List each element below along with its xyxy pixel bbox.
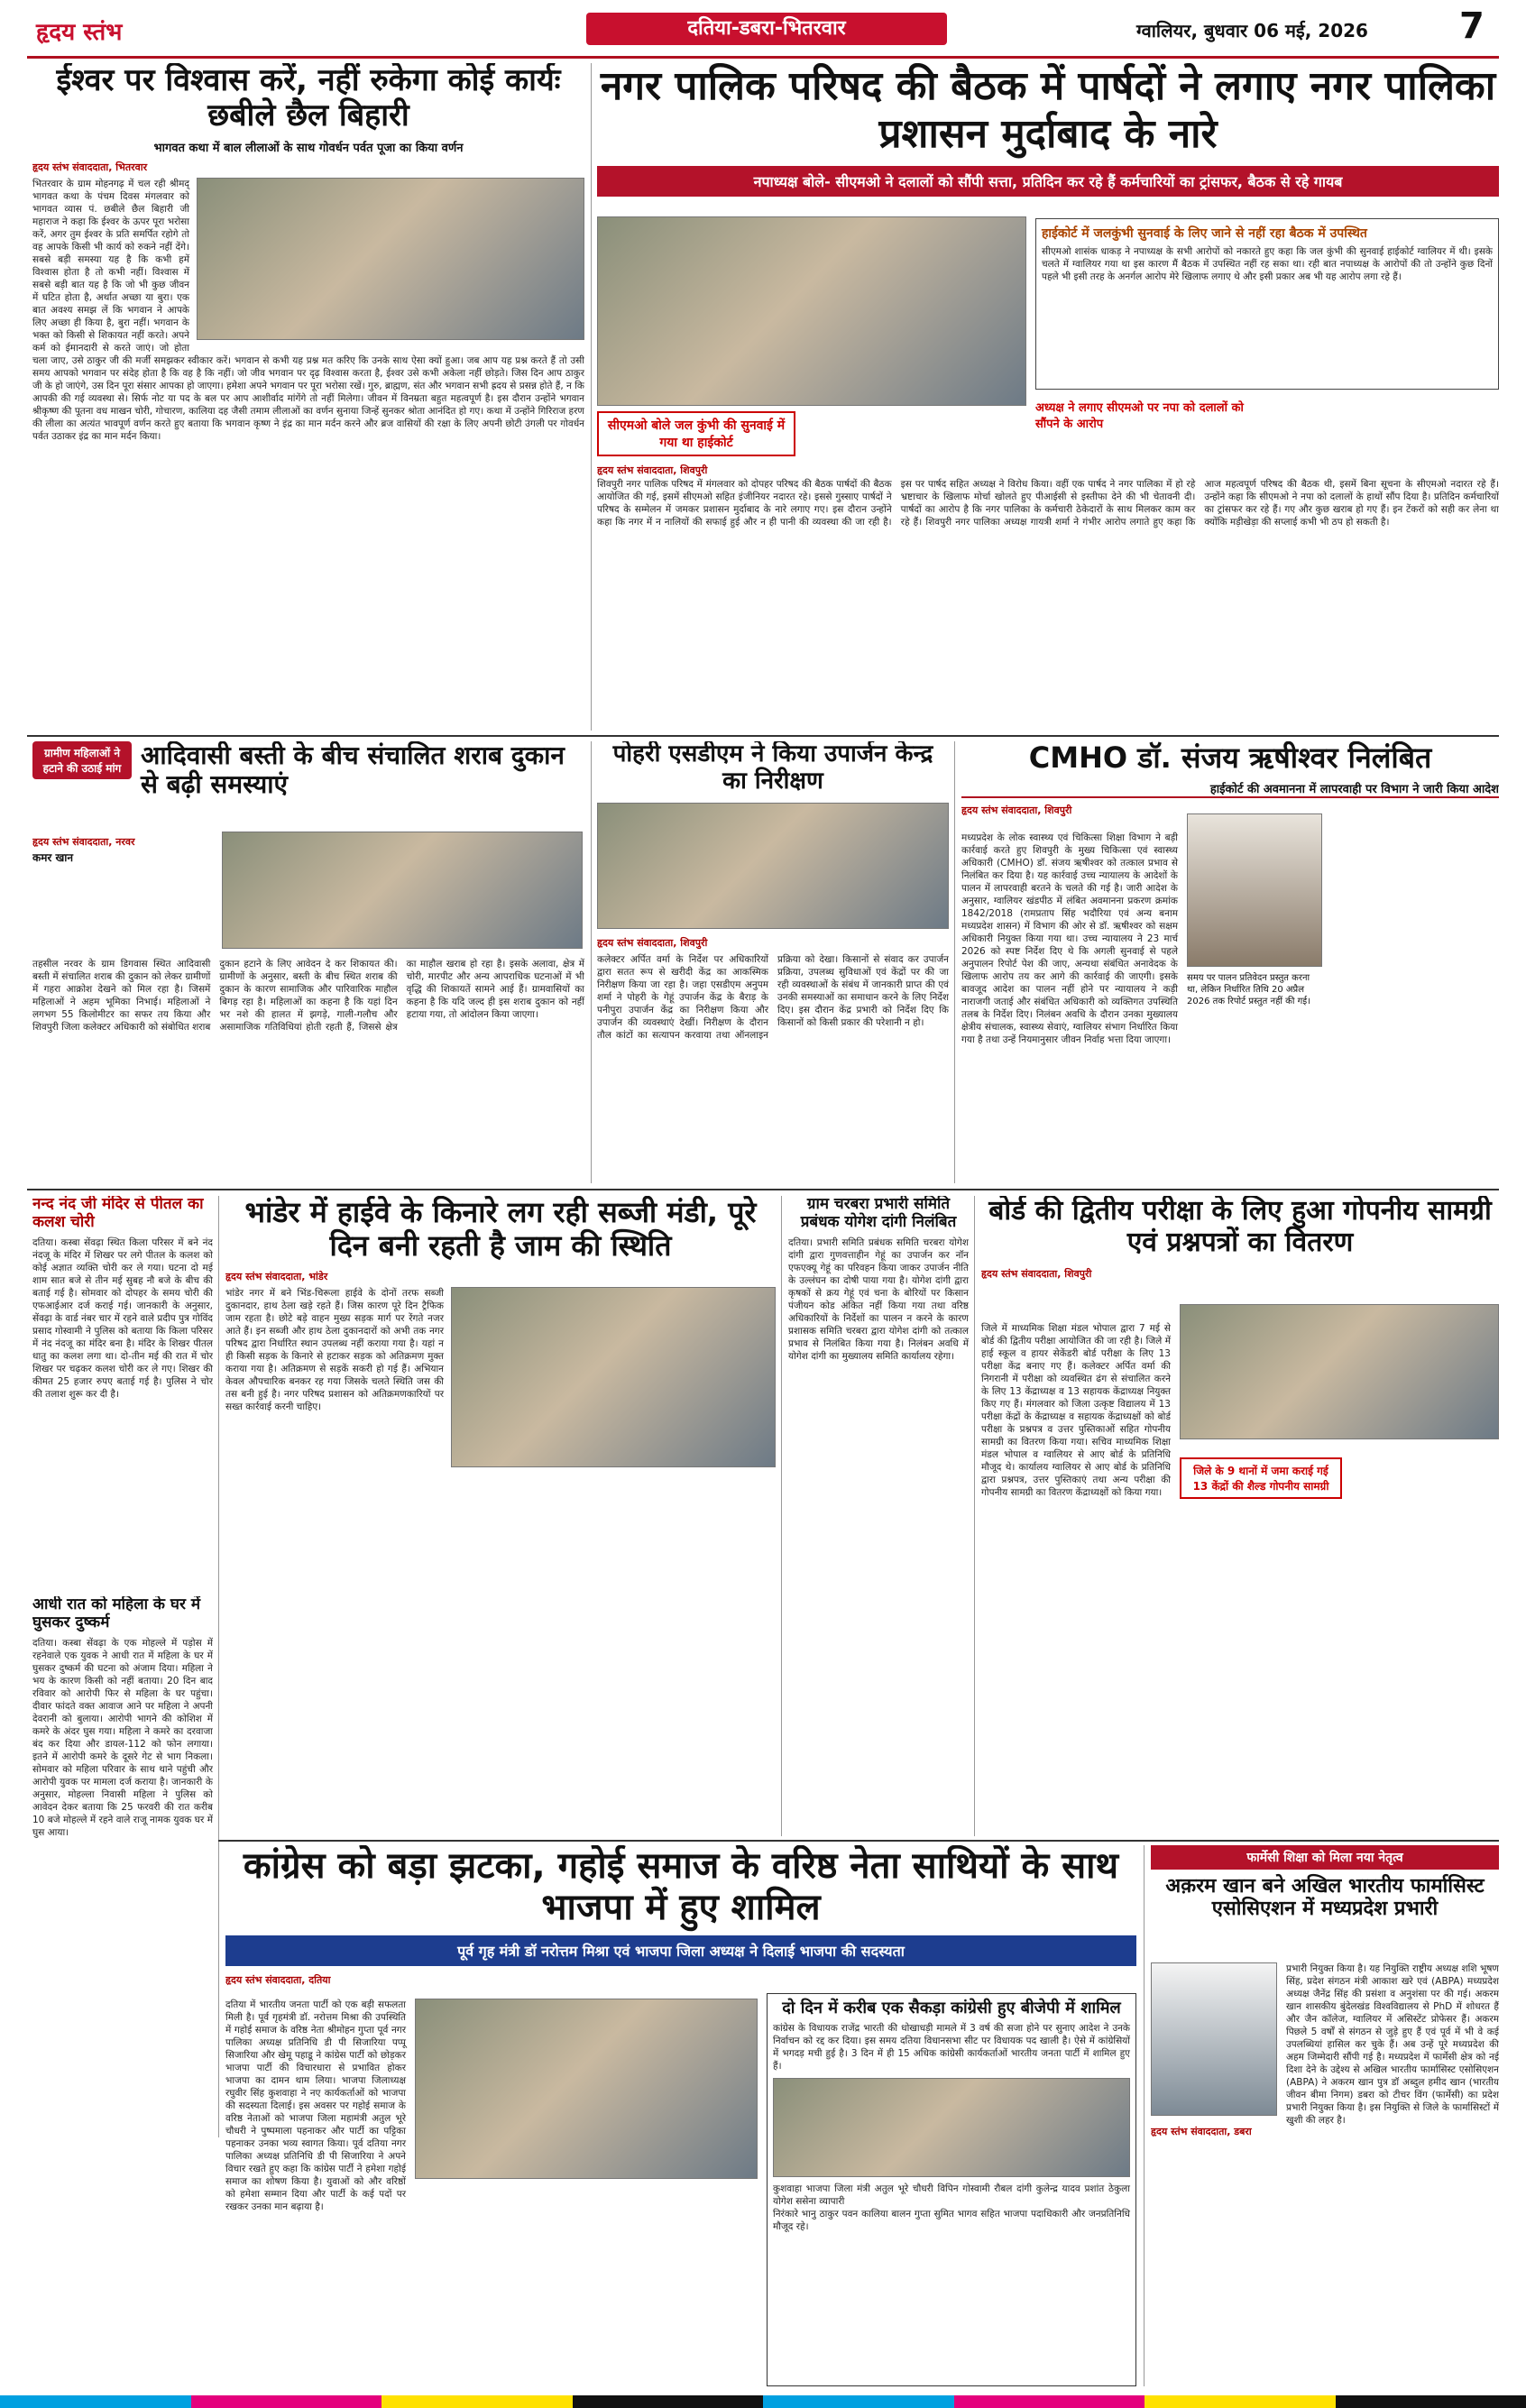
article-cmho xyxy=(961,741,1499,1183)
headline: नगर पालिक परिषद की बैठक में पार्षदों ने लगाए नगर पालिका प्रशासन मुर्दाबाद के नारे xyxy=(600,63,1496,157)
article-kalash-chori xyxy=(32,1196,213,1593)
brand-logo: हृदय स्तंभ xyxy=(36,19,123,46)
headline: भांडेर में हाईवे के किनारे लग रही सब्जी मंडी, पूरे दिन बनी रहती है जाम की स्थिति xyxy=(244,1196,757,1263)
headline: आधी रात को महिला के घर में घुसकर दुष्कर्म xyxy=(32,1596,200,1631)
divider xyxy=(954,741,955,1183)
headline: ग्राम चरबरा प्रभारी समिति प्रबंधक योगेश दांगी निलंबित xyxy=(800,1196,957,1231)
subhead: अध्यक्ष ने लगाए सीएमओ पर नपा को दलालों को सौंपने के आरोप xyxy=(1035,401,1244,431)
section-rule xyxy=(27,1189,1499,1190)
body-text: मध्यप्रदेश के लोक स्वास्थ्य एवं चिकित्सा शिक्षा विभाग ने बड़ी कार्रवाई करते हुए शिवपुरी के मुख्य चिकित्सा एवं स्वास्थ्य अधिकारी (CMHO) डॉ. संजय ऋषीश्वर को तत्काल प्रभाव से निलंबित कर दिया है। यह कार्रवाई उच्च न्यायालय के आदेशों के पालन में लापरवाही बरतने के चलते की गई है। जारी आदेश के अनुसार, ग्वालियर खंडपीठ में लंबित अवमानना प्रकरण क्रमांक 1842/2018 (रामप्रताप सिंह भदौरिया एवं अन्य बनाम मध्यप्रदेश शासन) में विभाग की ओर से डॉ. ऋषीश्वर को सक्षम अधिकारी नियुक्त किया गया था। उच्च न्यायालय ने 23 मार्च 2026 को स्पष्ट निर्देश दिए थे कि अगली सुनवाई से पहले अनुपालन रिपोर्ट पेश की जाए, अन्यथा संबंधित अनावेदक के खिलाफ आरोप तय कर आगे की कार्रवाई की जाएगी। इसके बावजूद आदेश का पालन नहीं होने पर न्यायालय ने कड़ी नाराजगी जताई और संबंधित अधिकारी को व्यक्तिगत उपस्थिति तलब के निर्देश दिए। निलंबन अवधि के दौरान उनका मुख्यालय क्षेत्रीय संचालक, स्वास्थ्य सेवाएं, ग्वालियर संभाग निर्धारित किया गया है तथा उन्हें नियमानुसार जीवन निर्वाह भत्ता दिया जाएगा। xyxy=(961,832,1178,1045)
byline: हृदय स्तंभ संवाददाता, भितरवार xyxy=(32,161,148,174)
byline: हृदय स्तंभ संवाददाता, शिवपुरी xyxy=(981,1268,1092,1280)
deck: हाईकोर्ट की अवमानना में लापरवाही पर विभाग ने जारी किया आदेश xyxy=(961,780,1499,798)
body-text: तहसील नरवर के ग्राम डिगवास स्थित आदिवासी बस्ती में संचालित शराब की दुकान को लेकर ग्रामीणों में गहरा आक्रोश देखने को मिल रहा है। जिसमें महिलाओं ने अहम भूमिका निभाई। महिलाओं ने लगभग 55 किलोमीटर का सफर तय किया और शिवपुरी जिला कलेक्टर अधिकारी को संबोधित शराब दुकान हटाने के लिए आवेदन दे कर शिकायत की। ग्रामीणों के अनुसार, बस्ती के बीच स्थित शराब की दुकान के कारण सामाजिक और पारिवारिक माहौल बिगड़ रहा है। महिलाओं का कहना है कि यहां दिन भर नशे की हालत में झगड़े, गाली-गलौच और असामाजिक गतिविधियां होती रहती हैं, जिससे क्षेत्र का माहौल खराब हो रहा है। इसके अलावा, क्षेत्र में चोरी, मारपीट और अन्य आपराधिक घटनाओं में भी वृद्धि की शिकायतें सामने आई हैं। ग्रामवासियों का कहना है कि यदि जल्द ही इस शराब दुकान को नहीं हटाया गया, तो आंदोलन किया जाएगा। xyxy=(32,959,584,1033)
header-rule xyxy=(27,56,1499,59)
photo-caption: सीएमओ बोले जल कुंभी की सुनवाई में गया था हाईकोर्ट xyxy=(597,411,795,456)
inset-body: कांग्रेस के विधायक राजेंद्र भारती की धोखाधड़ी मामले में 3 वर्ष की सजा होने पर सुनाए आदेश ने उनके निर्वाचन को रद्द कर दिया। इस समय दतिया विधानसभा सीट पर विधायक पद खाली है। ऐसे में कांग्रेसियों में भगदड़ मची हुई है। 3 दिन में ही 15 अधिक कांग्रेसी कार्यकर्ताओं भारतीय जनता पार्टी में शामिल हुए हैं। xyxy=(773,2022,1130,2072)
deck-banner: नपाध्यक्ष बोले- सीएमओ ने दलालों को सौंपी सत्ता, प्रतिदिन कर रहे हैं कर्मचारियों का ट्रांसफर, बैठक से रहे गायब xyxy=(597,166,1499,197)
body-text: भितरवार के ग्राम मोहनगढ़ में चल रही श्रीमद् भागवत कथा के पंचम दिवस मंगलवार को भागवत व्यास पं. छबीले छैल बिहारी जी महाराज ने कहा कि ईश्वर के ऊपर पूरा भरोसा करें, अगर तुम ईश्वर के प्रति समर्पित रहोगे तो वह आपके किसी भी कार्य को रुकने नहीं देंगे। सबसे बड़ी समस्या यह है कि कभी हमें विश्वास होता है तो कभी नहीं। विश्वास में सबसे बड़ी बात यह है कि जो भी कुछ जीवन में घटित होता है, अर्थात अच्छा या बुरा। एक बात अवश्य समझ लें कि भगवान ने आपके लिए अच्छा ही किया है, बुरा नहीं। भगवान के भक्त को किसी से शिकायत नहीं करते। अपने कर्म को ईमानदारी से करते जाएं। जो होता चला जाए, उसे ठाकुर जी की मर्जी समझकर स्वीकार करें। भगवान से कभी यह प्रश्न मत करिए कि उनके साथ ऐसा क्यों हुआ। जब आप यह प्रश्न करते हैं तो उसी समय आपको भगवान पर संदेह होता है कि वह है कि नहीं। जो जीव भगवान पर दृढ़ विश्वास करता है, ईश्वर उसे कभी अकेला नहीं छोड़ते। जिस दिन आप ठाकुर जी के हो जाएंगे, उस दिन पूरा संसार आपका हो जाएगा। हमेशा अपने भगवान पर पूरा भरोसा रखें। गुरु, ब्राह्मण, संत और भगवान सभी ह्रदय से प्रसन्न होते हैं, न कि आपकी की गई व्यवस्था से। सिर्फ नोट या पद के बल पर आप आशीर्वाद मांगेंगे तो नहीं मिलेगा। जीवन में विनम्रता बहुत महत्वपूर्ण है। इस दौरान उन्होंने भगवान श्रीकृष्ण की पूतना वध माखन चोरी, गोचारण, कालिया दह जैसी तमाम लीलाओं का वर्णन सुनाया जिन्हें सुनकर श्रोता आनंदित हो गए। कथा में उन्होंने गिरिराज हरण की लीला का अत्यंत भावपूर्ण वर्णन करते हुए बताया कि भगवान कृष्ण ने इंद्र का मान मर्दन करने और ब्रज वासियों की रक्षा के लिए अपनी छोटी उंगली पर गोवर्धन पर्वत उठाकर इंद्र का मान मर्दन किया। xyxy=(32,179,584,443)
body-text: दतिया में भारतीय जनता पार्टी को एक बड़ी सफलता मिली है। पूर्व गृहमंत्री डॉ. नरोत्तम मिश्रा की उपस्थिति में गहोई समाज के वरिष्ठ नेता श्रीमोहन गुप्ता पूर्व नगर पालिका अध्यक्ष प्रतिनिधि डी पी सिजारिया पप्पू सिजारिया और खेमू पहाडू ने कांग्रेस पार्टी को छोड़कर भाजपा पार्टी की विचारधारा से प्रभावित होकर भाजपा का दामन थाम लिया। भाजपा जिलाध्यक्ष रघुवीर सिंह कुशवाहा ने नए कार्यकर्ताओं को भाजपा की सदस्यता दिलाई। इस अवसर पर गहोई समाज के वरिष्ठ नेताओं को भाजपा जिला महामंत्री अतुल भूरे चौधरी ने पुष्पमाला पहनाकर और पार्टी का पट्टिका पहनाकर उनका भव्य स्वागत किया। पूर्व दतिया नगर पालिका अध्यक्ष प्रतिनिधि डी पी सिजारिया ने अपने विचार रखते हुए कहा कि कांग्रेस पार्टी ने हमेशा गहोई समाज का शोषण किया है। युवाओं को और वरिष्ठों को हमेशा सम्मान दिया और पार्टी के कई पदों पर रखकर उनका मान बढ़ाया है। xyxy=(225,1999,406,2212)
article-yogesh-dangi xyxy=(788,1196,969,1836)
photo-exam-distribution xyxy=(1180,1304,1499,1439)
body-text: दतिया। कस्बा सेंवढ़ा स्थित किला परिसर में बने नंद नंदजू के मंदिर में शिखर पर लगे पीतल के कलश को कोई अज्ञात व्यक्ति चोरी कर ले गया। घटना दो मई शाम सात बजे से तीन मई सुबह नौ बजे के बीच की बताई गई है। सोमवार को दोपहर के समय चोरी की एफआईआर दर्ज कराई गई। जानकारी के अनुसार, सेंवढ़ा के वार्ड नंबर चार में रहने वाले प्रदीप पुत्र गोविंद प्रसाद गोस्वामी ने पुलिस को बताया कि किला परिसर में नंद नंदजू का मंदिर बना है। मंदिर के शिखर पीतल धातु का कलश लगा था। दो-तीन मई की रात में चोर शिखर पर चढ़कर कलश चोरी कर ले गए। शिखर की कीमत 25 हजार रुपए बताई गई है। पुलिस ने चोर की तलाश शुरू कर दी है। xyxy=(32,1237,213,1401)
headline: ईश्वर पर विश्वास करें, नहीं रुकेगा कोई कार्यः छबीले छैल बिहारी xyxy=(56,63,561,134)
deck: भागवत कथा में बाल लीलाओं के साथ गोवर्धन पर्वत पूजा का किया वर्णन xyxy=(153,142,464,156)
divider xyxy=(591,741,592,1183)
inset-photo xyxy=(773,2078,1130,2177)
inset-caption-1: कुशवाहा भाजपा जिला मंत्री अतुल भूरे चौधरी विपिन गोस्वामी रौबल दांगी कुलेन्द्र यादव प्रशांत ठेकुला योगेश ससेना व्यापारी xyxy=(773,2183,1130,2207)
photo-caption: समय पर पालन प्रतिवेदन प्रस्तुत करना था, लेकिन निर्धारित तिथि 20 अप्रैल 2026 तक रिपोर्ट प्रस्तुत नहीं की गई। xyxy=(1187,973,1310,1006)
article-sdm-nirikshan xyxy=(597,741,949,1183)
page-number: 7 xyxy=(1459,5,1485,47)
body-text: कलेक्टर अर्पित वर्मा के निर्देश पर अधिकारियों द्वारा सतत रूप से खरीदी केंद्र का आकस्मिक निरीक्षण किया जा रहा है। जहा एसडीएम अनुपम शर्मा ने पोहरी के गेहूं उपार्जन केंद्र के बैराड़ के पनीपुरा उपार्जन केंद्र का निरीक्षण किया और उपार्जन की व्यवस्थाएं देखीं। निरीक्षण के दौरान तौल कांटों का सत्यापन करवाया तथा ऑनलाइन प्रक्रिया को देखा। किसानों से संवाद कर उपार्जन प्रक्रिया, उपलब्ध सुविधाओं एवं केंद्रों पर की जा रही व्यवस्थाओं के संबंध में जानकारी प्राप्त की एवं उनकी समस्याओं का समाधान करने के लिए निर्देश दिए। इस दौरान केंद्र प्रभारी को निर्देश दिए कि किसानों को किसी प्रकार की परेशानी न हो। xyxy=(597,953,949,1041)
byline: हृदय स्तंभ संवाददाता, नरवर xyxy=(32,836,135,848)
section-banner: दतिया-डबरा-भितरवार xyxy=(586,13,947,45)
body-text: भांडेर नगर में बने भिंड-चिरूला हाईवे के दोनों तरफ सब्जी दुकानदार, हाथ ठेला खड़े रहते हैं। जिस कारण पूरे दिन ट्रैफिक जाम रहता है। छोटे बड़े वाहन मुख्य सड़क मार्ग पर रेंगते नजर आते हैं। इन सब्जी और हाथ ठेला दुकानदारों को अभी तक नगर परिषद द्वारा निर्धारित स्थान उपलब्ध नहीं कराया गया है। यहां न ही किसी सड़क के किनारे से हटाकर सड़क को अतिक्रमण मुक्त कराया गया है। अतिक्रमण से सड़कें सकरी हो गई हैं। अभियान केवल औपचारिक बनकर रह गया जिसके चलते स्थिति जस की तस बनी हुई है। नगर परिषद प्रशासन को अतिक्रमणकारियों पर सख्त कार्रवाई करनी चाहिए। xyxy=(225,1287,444,1412)
article-dushkarm xyxy=(32,1596,213,2137)
photo-joining-ceremony xyxy=(415,1999,758,2179)
headline: पोहरी एसडीएम ने किया उपार्जन केन्द्र का निरीक्षण xyxy=(612,741,933,795)
article-parishad xyxy=(597,63,1499,731)
kicker: फार्मेसी शिक्षा को मिला नया नेतृत्व xyxy=(1151,1845,1499,1870)
headline: नन्द नंद जी मंदिर से पीतल का कलश चोरी xyxy=(32,1196,204,1231)
headline: बोर्ड की द्वितीय परीक्षा के लिए हुआ गोपनीय सामग्री एवं प्रश्नपत्रों का वितरण xyxy=(988,1196,1492,1258)
sidebox-title: हाईकोर्ट में जलकुंभी सुनवाई के लिए जाने से नहीं रहा बैठक में उपस्थित xyxy=(1042,226,1367,241)
headline: CMHO डॉ. संजय ऋषीश्वर निलंबित xyxy=(1028,741,1432,775)
byline: हृदय स्तंभ संवाददाता, शिवपुरी xyxy=(597,464,708,476)
byline: हृदय स्तंभ संवाददाता, शिवपुरी xyxy=(597,936,708,949)
sidebox-body: सीएमओ शासंक धाकड़ ने नपाध्यक्ष के सभी आरोपों को नकारते हुए कहा कि जल कुंभी की सुनवाई हाईकोर्ट ग्वालियर में थी। इसके चलते में ग्वालियर गया था इस कारण मैं बैठक में उपस्थित नहीं रह सका था। रही बात नपाध्यक्ष के आरोपों की तो उन्होंने कुछ दिनों पहले भी इसी तरह के अनर्गल आरोप मेरे खिलाफ लगाए थे और इसी प्रकार अब भी यह आरोप लगा रहे हैं। xyxy=(1042,246,1493,282)
article-sharab-dukan xyxy=(32,741,584,1183)
body-text: दतिया। प्रभारी समिति प्रबंधक समिति चरबरा योगेश दांगी द्वारा गुणवत्ताहीन गेहूं का उपार्जन कर नॉन एफएक्यू गेहूं का परिवहन किया जाकर उपार्जन नीति के उल्लंघन का दोषी पाया गया है। योगेश दांगी द्वारा कृषकों से क्रय गेहूं एवं चना के बोरियों पर किसान पंजीयन कोड अंकित नहीं किया गया तथा वरिष्ठ अधिकारियों के निर्देशों का पालन न करने के कारण प्रशासक समिति चरबरा द्वारा योगेश दांगी को तत्काल प्रभाव से निलंबित किया गया है। निलंबन अवधि में योगेश दांगी का मुख्यालय समिति कार्यालय रहेगा। xyxy=(788,1237,969,1363)
byline: हृदय स्तंभ संवाददाता, शिवपुरी xyxy=(961,804,1072,816)
article-sabzi-mandi xyxy=(225,1196,776,1836)
color-strip xyxy=(0,2395,1526,2408)
masthead xyxy=(0,0,1526,58)
headline: आदिवासी बस्ती के बीच संचालित शराब दुकान से बढ़ी समस्याएं xyxy=(141,741,565,800)
article-bhagwat xyxy=(32,63,584,731)
sidebox xyxy=(1035,218,1499,390)
highlight-box: जिले के 9 थानों में जमा कराई गई 13 केंद्रों की शैल्ड गोपनीय सामग्री xyxy=(1180,1457,1342,1499)
body-text: प्रभारी नियुक्त किया है। यह नियुक्ति राष्ट्रीय अध्यक्ष शशि भूषण सिंह, प्रदेश संगठन मंत्री आकाश खरे एवं (ABPA) मध्यप्रदेश अध्यक्ष जैनेंद्र सिंह की प्रसंशा व अनुशंसा पर की गई। अकरम खान शासकीय बुंदेलखंड विश्वविद्यालय से PhD में शोधरत हैं और जैन कॉलेज, ग्वालियर में असिस्टेंट प्रोफेसर हैं। अकरम पिछले 5 वर्षों से संगठन से जुड़े हुए हैं एवं पूर्व में भी वे कई उपलब्धियां हासिल कर चुके हैं। अब उन्हें पूरे मध्यप्रदेश की अहम जिम्मेदारी सौंपी गई है। मध्यप्रदेश में फार्मेसी क्षेत्र को नई दिशा देने के उद्देश्य से अखिल भारतीय फार्मासिस्ट एसोसिएशन (ABPA) ने अकरम खान पुत्र डॉ अब्दुल हमीद खान (भारतीय जीवन बीमा निगम) डबरा को टीचर विंग (फार्मेसी) का प्रदेश प्रभारी नियुक्त किया है। इस नियुक्ति से जिले के फार्मासिस्टों में खुशी की लहर है। xyxy=(1286,1963,1499,2126)
photo-highway-jam xyxy=(451,1287,776,1467)
headline: कांग्रेस को बड़ा झटका, गहोई समाज के वरिष्ठ नेता साथियों के साथ भाजपा में हुए शामिल xyxy=(243,1845,1119,1928)
article-congress-bjp xyxy=(225,1845,1136,2386)
body-text: शिवपुरी नगर पालिक परिषद में मंगलवार को दोपहर परिषद की बैठक पार्षदों की बैठक आयोजित की गई, इसमें सीएमओ सहित इंजीनियर नदारत रहे। इससे गुस्साए पार्षदों ने परिषद के सम्मेलन में जमकर प्रशासन मुर्दाबाद के नारे लगाए गए। इस दौरान उन्होंने कहा कि नगर में न नालियों की सफाई हुई और न ही पानी की व्यवस्था की जा रही है। इस पर पार्षद सहित अध्यक्ष ने विरोध किया। वहीं एक पार्षद ने नगर पालिका में हो रहे भ्रष्टाचार के खिलाफ मोर्चा खोलते हुए पीआईसी से इस्तीफा देने की भी चेतावनी दी। पार्षदों का आरोप है कि नगर पालिका के कर्मचारी ठेकेदारों के साथ मिलकर काम कर रहे हैं। शिवपुरी नगर पालिका अध्यक्ष गायत्री शर्मा ने गंभीर आरोप लगाते हुए कहा कि आज महत्वपूर्ण परिषद की बैठक थी, इसमें बिना सूचना के सीएमओ नदारत रहे हैं। उन्होंने कहा कि सीएमओ ने नपा को दलालों के हाथों सौंप दिया है। प्रतिदिन कर्मचारियों का ट्रांसफर कर रहे हैं। गए और कुछ खराब हो गए हैं। इन टेंकरों को सही कर लेना था क्योंकि मड़ीखेड़ा की सप्लाई कभी भी ठप हो सकती है। xyxy=(597,479,1499,528)
photo-women-protest xyxy=(222,832,583,949)
divider xyxy=(974,1196,975,1836)
author: कमर खान xyxy=(32,851,74,864)
deck-banner: पूर्व गृह मंत्री डॉ नरोत्तम मिश्रा एवं भाजपा जिला अध्यक्ष ने दिलाई भाजपा की सदस्यता xyxy=(225,1935,1136,1966)
tag-badge: ग्रामीण महिलाओं ने हटाने की उठाई मांग xyxy=(32,741,132,779)
headline: अक़रम खान बने अखिल भारतीय फार्मासिस्ट एसोसिएशन में मध्यप्रदेश प्रभारी xyxy=(1165,1875,1485,1921)
inset-caption-2: निरंकारे भानु ठाकुर पवन कालिया बालन गुप्ता सुमित भागव सहित भाजपा पदाधिकारी और जनप्रतिनिधि मौजूद रहे। xyxy=(773,2208,1130,2232)
divider xyxy=(591,63,592,731)
article-akram-khan xyxy=(1151,1845,1499,2386)
article-board-exam xyxy=(981,1196,1499,1836)
photo-cmho xyxy=(1187,813,1322,967)
divider xyxy=(781,1196,782,1836)
byline: हृदय स्तंभ संवाददाता, डबरा xyxy=(1151,2126,1252,2137)
divider xyxy=(218,1196,219,2137)
photo-akram-khan xyxy=(1151,1962,1277,2116)
photo-bhagwat-katha xyxy=(197,178,584,340)
photo-upajan-kendra xyxy=(597,803,949,929)
section-rule xyxy=(218,1840,1499,1842)
byline: हृदय स्तंभ संवाददाता, दतिया xyxy=(225,1974,331,1986)
section-rule xyxy=(27,735,1499,737)
inset-headline: दो दिन में करीब एक सैकड़ा कांग्रेसी हुए बीजेपी में शामिल xyxy=(782,1999,1121,2017)
dateline: ग्वालियर, बुधवार 06 मई, 2026 xyxy=(1136,20,1368,41)
body-text: जिले में माध्यमिक शिक्षा मंडल भोपाल द्वारा 7 मई से बोर्ड की द्वितीय परीक्षा आयोजित की जा रही है। जिले में हाई स्कूल व हायर सेकेंडरी बोर्ड परीक्षा के लिए 13 परीक्षा केंद्र बनाए गए हैं। कलेक्टर अर्पित वर्मा की निगरानी में परीक्षा को व्यवस्थित ढंग से संचालित करने के लिए 13 केंद्राध्यक्ष व 13 सहायक केंद्राध्यक्ष नियुक्त किए गए हैं। मंगलवार को जिला उत्कृष्ट विद्यालय में 13 परीक्षा केंद्रों के केंद्राध्यक्ष व सहायक केंद्राध्यक्षों को बोर्ड परीक्षा के प्रश्नपत्र व उत्तर पुस्तिकाओं सहित गोपनीय सामग्री का वितरण किया गया। सचिव माध्यमिक शिक्षा मंडल भोपाल व ग्वालियर से आए बोर्ड के प्रतिनिधि मौजूद थे। कार्यालय ग्वालियर से आए बोर्ड के प्रतिनिधि द्वारा प्रश्नपत्र, उत्तर पुस्तिकाएं तथा अन्य परीक्षा की गोपनीय सामग्री का वितरण केंद्राध्यक्षों को किया गया। xyxy=(981,1323,1171,1498)
inset-box xyxy=(767,1993,1136,2386)
byline: हृदय स्तंभ संवाददाता, भांडेर xyxy=(225,1270,328,1282)
body-text: दतिया। कस्बा सेंवढ़ा के एक मोहल्ले में पड़ोस में रहनेवाले एक युवक ने आधी रात में महिला के घर में घुसकर दुष्कर्म की घटना को अंजाम दिया। महिला ने भय के कारण किसी को नहीं बताया। 20 दिन बाद रविवार को आरोपी फिर से महिला के घर पहुंचा। दीवार फांदते वक्त आवाज आने पर महिला ने अपनी देवरानी को बुलाया। आरोपी भागने की कोशिश में कमरे के अंदर घुस गया। महिला ने कमरे का दरवाजा बंद कर दिया और डायल-112 को फोन लगाया। इतने में आरोपी कमरे के दूसरे गेट से भाग निकला। सोमवार को महिला परिवार के साथ थाने पहुंची और आरोपी युवक पर मामला दर्ज कराया है। जानकारी के अनुसार, मोहल्ला निवासी महिला ने पुलिस को आवेदन देकर बताया कि 25 फरवरी की रात करीब 10 बजे मोहल्ले में रहने वाले राजू नामक युवक घर में घुस आया। xyxy=(32,1638,213,1839)
photo-meeting xyxy=(597,216,1026,406)
